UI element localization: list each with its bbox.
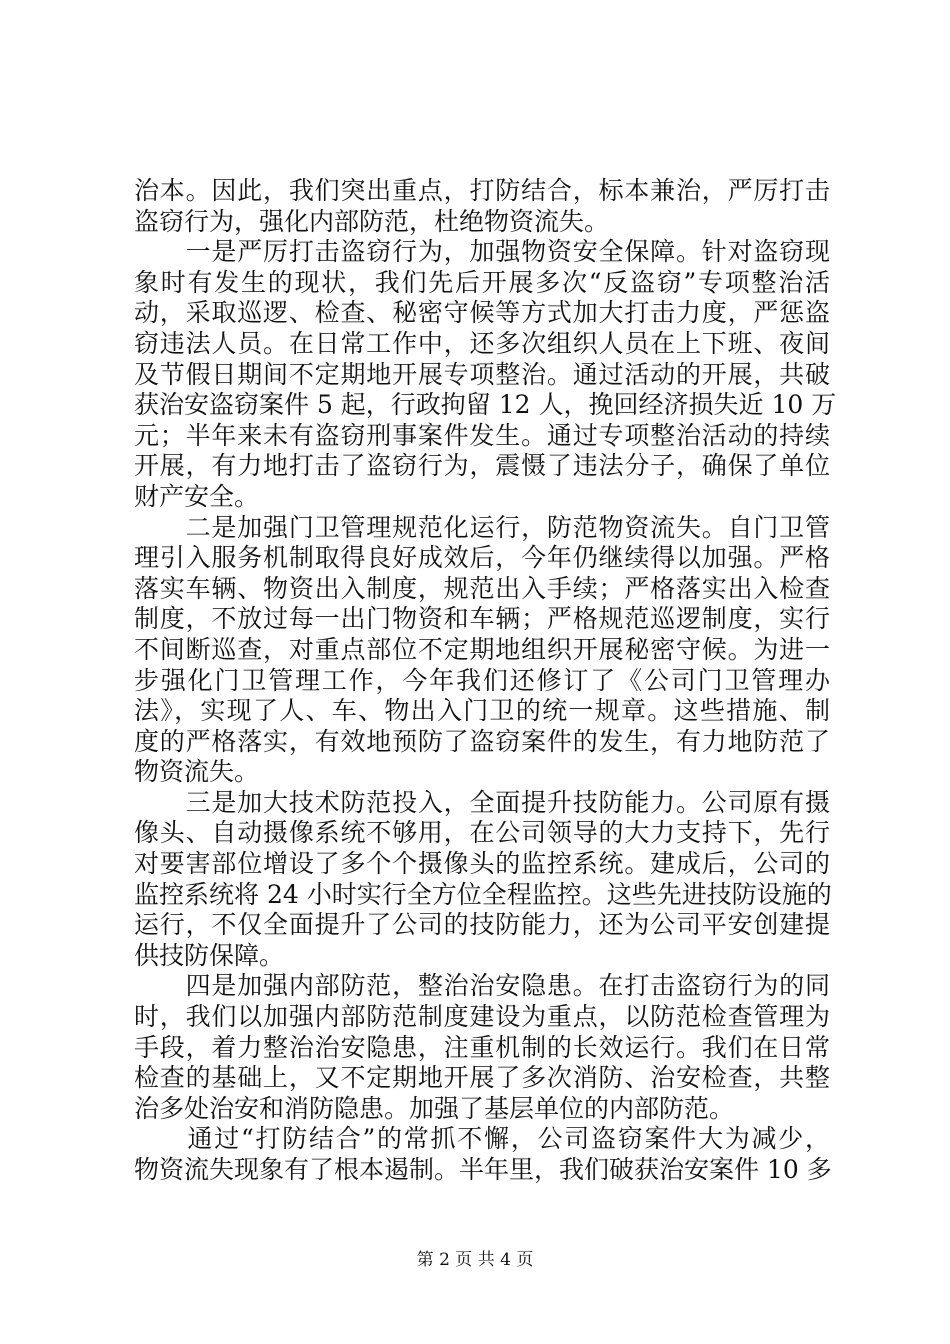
text-line: 对要害部位增设了多个个摄像头的监控系统。建成后，公司的: [134, 849, 830, 879]
text-line: 四是加强内部防范，整治治安隐患。在打击盗窃行为的同: [134, 971, 830, 1001]
text-line: 制度，不放过每一出门物资和车辆；严格规范巡逻制度，实行: [134, 604, 830, 634]
text-line: 理引入服务机制取得良好成效后，今年仍继续得以加强。严格: [134, 543, 830, 573]
text-line: 物资流失。: [134, 757, 260, 787]
document-body: [134, 176, 837, 1186]
text-line: 窃违法人员。在日常工作中，还多次组织人员在上下班、夜间: [134, 328, 830, 358]
text-line: 手段，着力整治治安隐患，注重机制的长效运行。我们在日常: [134, 1032, 830, 1062]
text-line: 法》，实现了人、车、物出入门卫的统一规章。这些措施、制: [134, 696, 830, 726]
text-line: 运行，不仅全面提升了公司的技防能力，还为公司平安创建提: [134, 910, 830, 940]
text-line: 物资流失现象有了根本遏制。半年里，我们破获治安案件 10 多: [134, 1155, 832, 1184]
text-line: 供技防保障。: [134, 940, 285, 970]
text-line: 二是加强门卫管理规范化运行，防范物资流失。自门卫管: [134, 512, 830, 542]
text-line: 盗窃行为，强化内部防范，杜绝物资流失。: [134, 206, 610, 236]
page-footer: 第 2 页 共 4 页: [416, 1250, 534, 1270]
text-line: 元；半年来未有盗窃刑事案件发生。通过专项整治活动的持续: [134, 420, 830, 450]
text-line: 象时有发生的现状，我们先后开展多次“反盗窃”专项整治活: [134, 267, 830, 297]
text-line: 财产安全。: [134, 481, 260, 511]
text-line: 开展，有力地打击了盗窃行为，震慑了违法分子，确保了单位: [134, 451, 830, 481]
text-line: 时，我们以加强内部防范制度建设为重点，以防范检查管理为: [134, 1002, 830, 1032]
text-line: 检查的基础上，又不定期地开展了多次消防、治安检查，共整: [134, 1063, 830, 1093]
text-line: 步强化门卫管理工作，今年我们还修订了《公司门卫管理办: [134, 665, 830, 695]
text-line: 像头、自动摄像系统不够用，在公司领导的大力支持下，先行: [134, 818, 830, 848]
text-line: 度的严格落实，有效地预防了盗窃案件的发生，有力地防范了: [134, 726, 830, 756]
text-line: 治多处治安和消防隐患。加强了基层单位的内部防范。: [134, 1093, 735, 1123]
text-line: 三是加大技术防范投入，全面提升技防能力。公司原有摄: [134, 787, 830, 817]
text-line: 不间断巡查，对重点部位不定期地组织开展秘密守候。为进一: [134, 634, 830, 664]
text-line: 落实车辆、物资出入制度，规范出入手续；严格落实出入检查: [134, 573, 830, 603]
text-line: 一是严厉打击盗窃行为，加强物资安全保障。针对盗窃现: [134, 237, 830, 267]
text-line: 动，采取巡逻、检查、秘密守候等方式加大打击力度，严惩盗: [134, 298, 830, 328]
text-line: 治本。因此，我们突出重点，打防结合，标本兼治，严厉打击: [134, 176, 830, 205]
text-line: 监控系统将 24 小时实行全方位全程监控。这些先进技防设施的: [134, 879, 832, 909]
text-line: 通过“打防结合”的常抓不懈，公司盗窃案件大为减少，: [134, 1124, 830, 1154]
text-line: 及节假日期间不定期地开展专项整治。通过活动的开展，共破: [134, 359, 830, 389]
text-line: 获治安盗窃案件 5 起，行政拘留 12 人，挽回经济损失近 10 万: [134, 390, 837, 420]
